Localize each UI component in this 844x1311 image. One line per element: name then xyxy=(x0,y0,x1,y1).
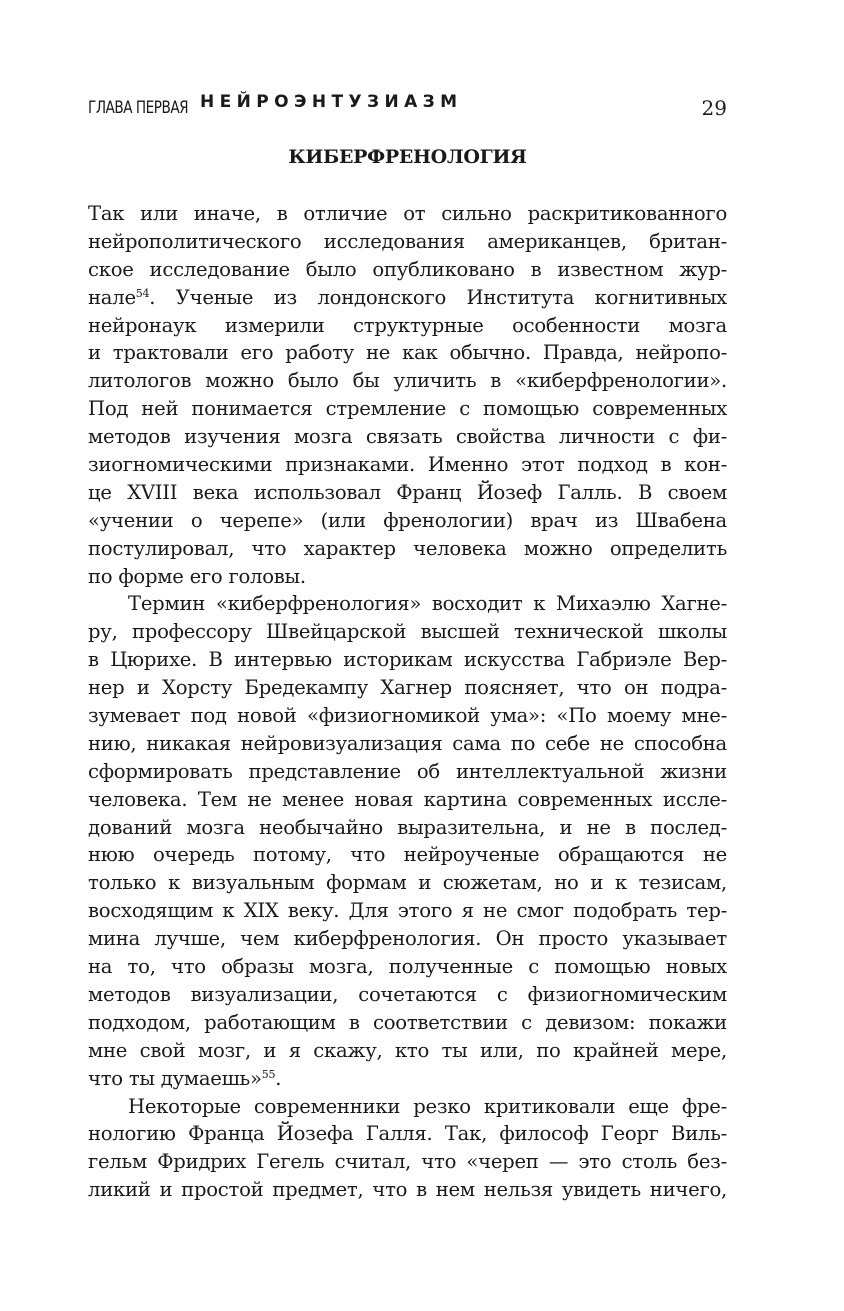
text-line: только к визуальным формам и сюжетам, но и к тезисам, xyxy=(88,871,727,895)
text-line: мне свой мозг, и я скажу, кто ты или, по крайней мере, xyxy=(88,1038,727,1062)
chapter-prefix: ГЛАВА ПЕРВАЯ xyxy=(88,98,189,118)
text-line: человека. Тем не менее новая картина современных иссле- xyxy=(88,787,727,811)
text-line: нейрополитического исследования американцев, британ- xyxy=(88,229,727,253)
text-line xyxy=(88,284,727,312)
text-line: Некоторые современники резко критиковали еще фре- xyxy=(128,1094,727,1118)
text-line: методов изучения мозга связать свойства личности с фи- xyxy=(88,425,727,449)
text-line: це XVIII века использовал Франц Йозеф Галль. В своем xyxy=(88,480,727,504)
text-line: ру, профессору Швейцарской высшей технической школы xyxy=(88,620,727,644)
text-line: нюю очередь потому, что нейроученые обращаются не xyxy=(88,843,727,867)
text-fragment: нале xyxy=(88,285,136,309)
text-line xyxy=(88,1065,727,1093)
chapter-title: НЕЙРОЭНТУЗИАЗМ xyxy=(200,92,463,112)
footnote-ref-55: 55 xyxy=(261,1067,276,1081)
text-line: нологию Франца Йозефа Галля. Так, философ Георг Виль- xyxy=(88,1122,727,1146)
text-line: зиогномическими признаками. Именно этот подход в кон- xyxy=(88,453,727,477)
chapter-heading xyxy=(88,98,213,118)
text-line: на то, что образы мозга, полученные с помощью новых xyxy=(88,955,727,979)
text-line: нейронаук измерили структурные особенности мозга xyxy=(88,313,727,337)
text-line: подходом, работающим в соответствии с девизом: покажи xyxy=(88,1010,727,1034)
text-line: дований мозга необычайно выразительна, и не в послед- xyxy=(88,815,727,839)
text-line: по форме его головы. xyxy=(88,564,306,588)
text-line: и трактовали его работу не как обычно. Правда, нейропо- xyxy=(88,341,727,365)
footnote-ref-54: 54 xyxy=(135,286,150,300)
text-fragment: . Ученые из лондонского Института когнитивных xyxy=(149,285,727,309)
text-line: постулировал, что характер человека можно определить xyxy=(88,536,727,560)
text-line: методов визуализации, сочетаются с физиогномическим xyxy=(88,982,727,1006)
text-line: Так или иначе, в отличие от сильно раскритикованного xyxy=(88,202,727,225)
text-line: Термин «киберфренология» восходит к Михаэлю Хагне- xyxy=(128,592,727,616)
text-line: нер и Хорсту Бредекампу Хагнер поясняет, что он подра- xyxy=(88,676,727,700)
body-text xyxy=(88,200,727,1204)
text-fragment: что ты думаешь» xyxy=(88,1066,262,1090)
text-fragment: . xyxy=(275,1066,282,1090)
text-line: литологов можно было бы уличить в «киберфренологии». xyxy=(88,369,727,393)
text-line: зумевает под новой «физиогномикой ума»: «По моему мне- xyxy=(88,704,727,728)
text-line: нию, никакая нейровизуализация сама по себе не способна xyxy=(88,731,727,755)
text-line: восходящим к XIX веку. Для этого я не смог подобрать тер- xyxy=(88,899,727,923)
text-line: «учении о черепе» (или френологии) врач из Швабена xyxy=(88,508,727,532)
text-line: в Цюрихе. В интервью историкам искусства Габриэле Вер- xyxy=(88,648,727,672)
text-line: мина лучше, чем киберфренология. Он просто указывает xyxy=(88,927,727,951)
page-number: 29 xyxy=(701,96,727,120)
text-line: Под ней понимается стремление с помощью современных xyxy=(88,397,727,421)
running-header xyxy=(88,92,727,124)
text-line: гельм Фридрих Гегель считал, что «череп — это столь без- xyxy=(88,1150,727,1174)
text-line: сформировать представление об интеллектуальной жизни xyxy=(88,759,727,783)
section-title: КИБЕРФРЕНОЛОГИЯ xyxy=(288,146,527,168)
text-line: ское исследование было опубликовано в известном жур- xyxy=(88,257,727,281)
text-line: ликий и простой предмет, что в нем нельзя увидеть ничего, xyxy=(88,1178,727,1202)
